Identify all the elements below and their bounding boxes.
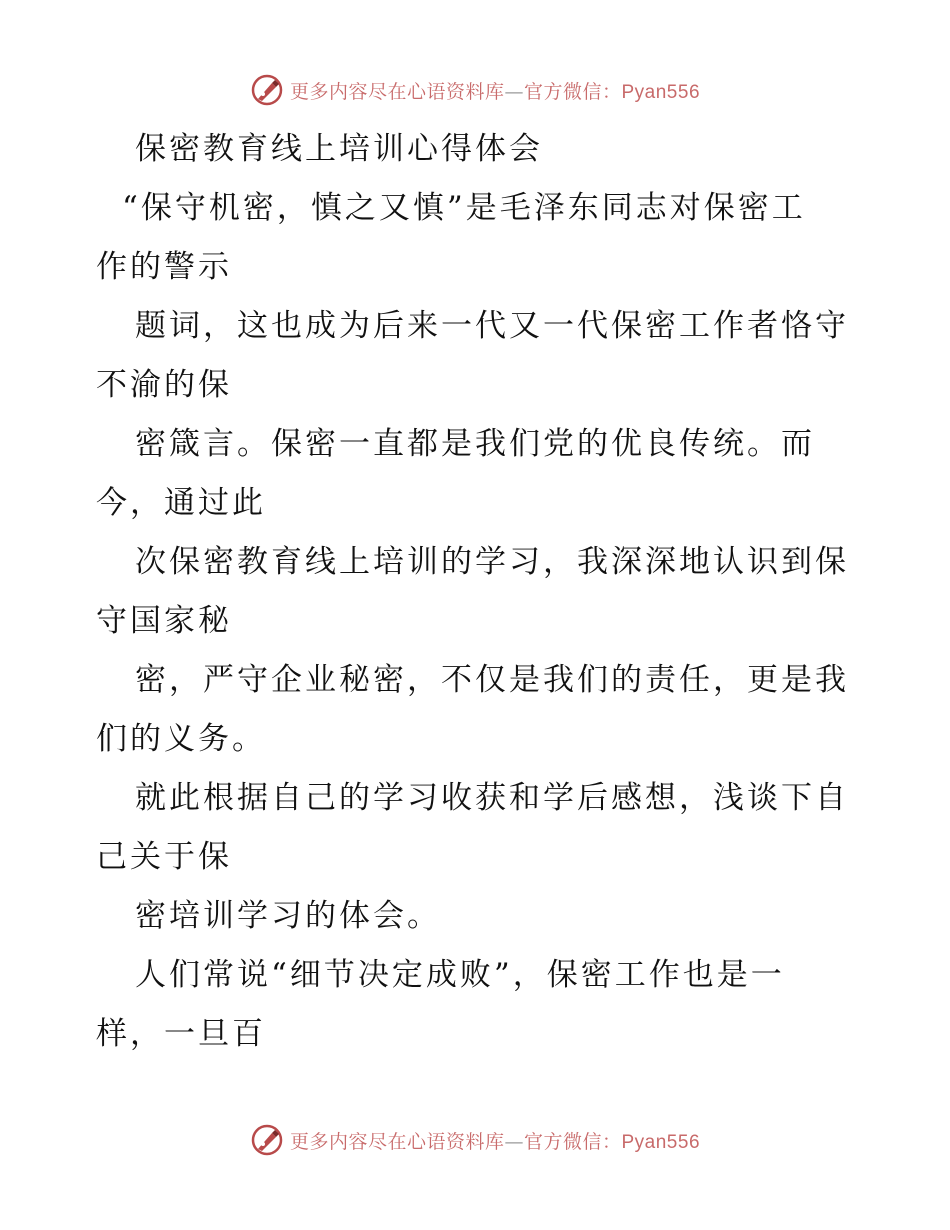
- watermark-label: 更多内容尽在心语资料库: [289, 80, 505, 103]
- header-watermark: [0, 72, 950, 108]
- watermark-wechat-id: Pyan556: [621, 81, 701, 103]
- paragraph-line: 今，通过此: [96, 485, 266, 521]
- paragraph-line: 密，严守企业秘密，不仅是我们的责任，更是我: [135, 662, 849, 698]
- paragraph-line: “保守机密，慎之又慎”是毛泽东同志对保密工: [122, 190, 806, 226]
- paragraph-line: 题词，这也成为后来一代又一代保密工作者恪守: [135, 308, 849, 344]
- watermark-separator: —: [504, 1130, 524, 1153]
- paragraph-line: 次保密教育线上培训的学习，我深深地认识到保: [135, 544, 849, 580]
- pen-logo-icon: [250, 1123, 284, 1157]
- paragraph-line: 不渝的保: [96, 367, 232, 403]
- paragraph-line: 密培训学习的体会。: [135, 898, 441, 934]
- watermark-label: 更多内容尽在心语资料库: [289, 1130, 505, 1153]
- document-body: [96, 120, 856, 1064]
- document-title: 保密教育线上培训心得体会: [135, 131, 543, 167]
- paragraph-line: 们的义务。: [96, 721, 266, 757]
- paragraph-line: 就此根据自己的学习收获和学后感想，浅谈下自: [135, 780, 849, 816]
- paragraph-line: 守国家秘: [96, 603, 232, 639]
- paragraph-line: 人们常说“细节决定成败”，保密工作也是一: [135, 957, 785, 993]
- watermark-wechat-id: Pyan556: [621, 1131, 701, 1153]
- watermark-text: [290, 1127, 700, 1154]
- footer-watermark: [0, 1122, 950, 1158]
- pen-logo-icon: [250, 73, 284, 107]
- paragraph-line: 作的警示: [96, 249, 232, 285]
- paragraph-line: 己关于保: [96, 839, 232, 875]
- watermark-wechat-label: 官方微信：: [523, 80, 622, 103]
- paragraph-line: 样，一旦百: [96, 1016, 266, 1052]
- paragraph-line: 密箴言。保密一直都是我们党的优良传统。而: [135, 426, 815, 462]
- watermark-wechat-label: 官方微信：: [523, 1130, 622, 1153]
- watermark-separator: —: [504, 80, 524, 103]
- watermark-text: [290, 77, 700, 104]
